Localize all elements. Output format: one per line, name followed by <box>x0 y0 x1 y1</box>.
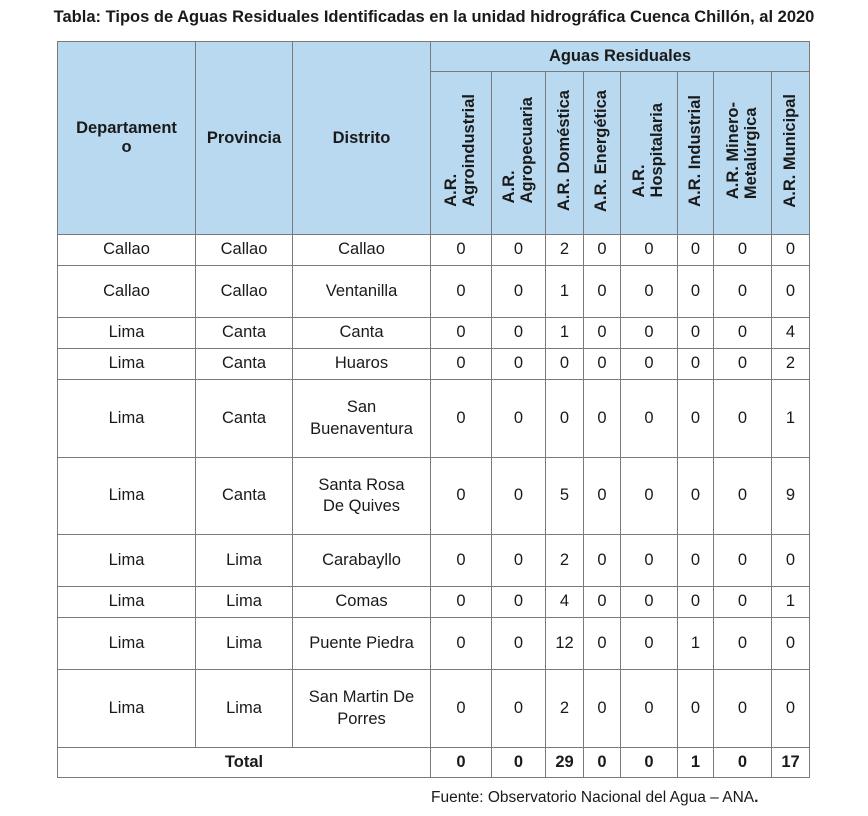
cell-value: 0 <box>584 266 621 318</box>
cell-value: 0 <box>621 380 678 458</box>
cell-value: 0 <box>584 587 621 618</box>
cell-value: 0 <box>492 618 546 670</box>
cell-value: 0 <box>492 380 546 458</box>
cell-value: 0 <box>621 535 678 587</box>
header-type: A.R. Municipal <box>772 72 810 235</box>
cell-value: 0 <box>621 349 678 380</box>
cell-distrito: San Martin De Porres <box>293 670 431 748</box>
cell-provincia: Callao <box>196 266 293 318</box>
cell-value: 2 <box>772 349 810 380</box>
cell-value: 0 <box>492 670 546 748</box>
table-row <box>58 618 810 670</box>
cell-provincia: Canta <box>196 349 293 380</box>
cell-value: 1 <box>546 318 584 349</box>
cell-value: 0 <box>431 587 492 618</box>
cell-value: 0 <box>492 235 546 266</box>
cell-value: 0 <box>584 235 621 266</box>
cell-departamento: Lima <box>58 670 196 748</box>
header-distrito: Distrito <box>293 42 431 235</box>
cell-value: 2 <box>546 535 584 587</box>
cell-departamento: Callao <box>58 235 196 266</box>
cell-value: 0 <box>584 458 621 535</box>
cell-value: 1 <box>546 266 584 318</box>
cell-value: 0 <box>714 349 772 380</box>
cell-value: 0 <box>492 587 546 618</box>
cell-value: 5 <box>546 458 584 535</box>
cell-value: 0 <box>584 618 621 670</box>
total-value: 29 <box>546 748 584 778</box>
cell-value: 0 <box>678 318 714 349</box>
cell-value: 0 <box>678 535 714 587</box>
cell-value: 0 <box>678 349 714 380</box>
table-row <box>58 670 810 748</box>
cell-value: 0 <box>584 670 621 748</box>
cell-departamento: Lima <box>58 458 196 535</box>
cell-value: 0 <box>621 587 678 618</box>
header-type: A.R. Agropecuaria <box>492 72 546 235</box>
header-type: A.R. Hospitalaria <box>621 72 678 235</box>
cell-provincia: Canta <box>196 458 293 535</box>
cell-value: 4 <box>772 318 810 349</box>
table-title: Tabla: Tipos de Aguas Residuales Identificadas en la unidad hidrográfica Cuenca Chillón, al 2020 <box>53 8 815 26</box>
cell-value: 0 <box>678 458 714 535</box>
cell-value: 0 <box>546 349 584 380</box>
cell-value: 0 <box>431 349 492 380</box>
cell-value: 1 <box>772 587 810 618</box>
header-type: A.R. Industrial <box>678 72 714 235</box>
header-type: A.R. Minero- Metalúrgica <box>714 72 772 235</box>
cell-value: 1 <box>772 380 810 458</box>
table-row <box>58 587 810 618</box>
cell-value: 12 <box>546 618 584 670</box>
header-provincia: Provincia <box>196 42 293 235</box>
cell-distrito: Callao <box>293 235 431 266</box>
cell-value: 0 <box>621 318 678 349</box>
table-row <box>58 318 810 349</box>
cell-value: 0 <box>714 380 772 458</box>
cell-value: 0 <box>584 318 621 349</box>
table-row <box>58 380 810 458</box>
cell-value: 0 <box>772 670 810 748</box>
total-value: 17 <box>772 748 810 778</box>
cell-value: 0 <box>772 618 810 670</box>
cell-departamento: Lima <box>58 380 196 458</box>
total-value: 0 <box>492 748 546 778</box>
cell-distrito: San Buenaventura <box>293 380 431 458</box>
cell-value: 0 <box>714 318 772 349</box>
total-value: 0 <box>714 748 772 778</box>
wastewater-table <box>57 41 810 778</box>
cell-value: 0 <box>584 535 621 587</box>
header-type: A.R. Doméstica <box>546 72 584 235</box>
cell-value: 4 <box>546 587 584 618</box>
cell-departamento: Lima <box>58 535 196 587</box>
cell-value: 0 <box>431 266 492 318</box>
cell-value: 0 <box>431 235 492 266</box>
cell-value: 0 <box>621 235 678 266</box>
table-row <box>58 535 810 587</box>
cell-value: 0 <box>772 266 810 318</box>
cell-value: 0 <box>584 349 621 380</box>
source-note: Fuente: Observatorio Nacional del Agua – ANA. <box>431 789 759 806</box>
cell-distrito: Santa Rosa De Quives <box>293 458 431 535</box>
cell-provincia: Lima <box>196 587 293 618</box>
cell-value: 0 <box>678 670 714 748</box>
cell-value: 0 <box>621 458 678 535</box>
cell-value: 0 <box>714 587 772 618</box>
cell-value: 0 <box>431 535 492 587</box>
cell-departamento: Callao <box>58 266 196 318</box>
cell-value: 0 <box>714 235 772 266</box>
cell-value: 0 <box>678 235 714 266</box>
cell-value: 0 <box>714 535 772 587</box>
cell-value: 9 <box>772 458 810 535</box>
total-row <box>58 748 810 778</box>
header-type: A.R. Energética <box>584 72 621 235</box>
cell-distrito: Carabayllo <box>293 535 431 587</box>
cell-value: 0 <box>492 266 546 318</box>
cell-departamento: Lima <box>58 587 196 618</box>
header-type: A.R. Agroindustrial <box>431 72 492 235</box>
total-value: 0 <box>621 748 678 778</box>
cell-distrito: Huaros <box>293 349 431 380</box>
cell-provincia: Canta <box>196 380 293 458</box>
total-value: 1 <box>678 748 714 778</box>
cell-departamento: Lima <box>58 618 196 670</box>
header-departamento: Departament o <box>58 42 196 235</box>
cell-value: 0 <box>678 266 714 318</box>
cell-distrito: Puente Piedra <box>293 618 431 670</box>
total-value: 0 <box>431 748 492 778</box>
cell-value: 0 <box>546 380 584 458</box>
table-row <box>58 235 810 266</box>
table-row <box>58 349 810 380</box>
cell-departamento: Lima <box>58 318 196 349</box>
cell-value: 0 <box>772 235 810 266</box>
cell-value: 0 <box>714 618 772 670</box>
cell-value: 0 <box>621 670 678 748</box>
cell-value: 1 <box>678 618 714 670</box>
cell-value: 0 <box>431 318 492 349</box>
table-row <box>58 458 810 535</box>
cell-provincia: Lima <box>196 535 293 587</box>
cell-provincia: Lima <box>196 618 293 670</box>
cell-value: 0 <box>621 618 678 670</box>
cell-value: 2 <box>546 235 584 266</box>
cell-value: 0 <box>678 587 714 618</box>
cell-distrito: Canta <box>293 318 431 349</box>
cell-value: 0 <box>492 318 546 349</box>
cell-distrito: Ventanilla <box>293 266 431 318</box>
cell-value: 0 <box>492 535 546 587</box>
cell-value: 0 <box>492 458 546 535</box>
cell-value: 2 <box>546 670 584 748</box>
cell-value: 0 <box>431 670 492 748</box>
cell-provincia: Callao <box>196 235 293 266</box>
cell-value: 0 <box>431 458 492 535</box>
cell-value: 0 <box>714 458 772 535</box>
total-label: Total <box>58 748 431 778</box>
cell-value: 0 <box>714 670 772 748</box>
cell-value: 0 <box>492 349 546 380</box>
header-aguas-residuales: Aguas Residuales <box>431 42 810 72</box>
cell-value: 0 <box>678 380 714 458</box>
cell-distrito: Comas <box>293 587 431 618</box>
cell-value: 0 <box>431 618 492 670</box>
cell-provincia: Lima <box>196 670 293 748</box>
cell-value: 0 <box>714 266 772 318</box>
cell-value: 0 <box>431 380 492 458</box>
cell-value: 0 <box>772 535 810 587</box>
cell-provincia: Canta <box>196 318 293 349</box>
cell-value: 0 <box>584 380 621 458</box>
cell-value: 0 <box>621 266 678 318</box>
cell-departamento: Lima <box>58 349 196 380</box>
total-value: 0 <box>584 748 621 778</box>
table-row <box>58 266 810 318</box>
